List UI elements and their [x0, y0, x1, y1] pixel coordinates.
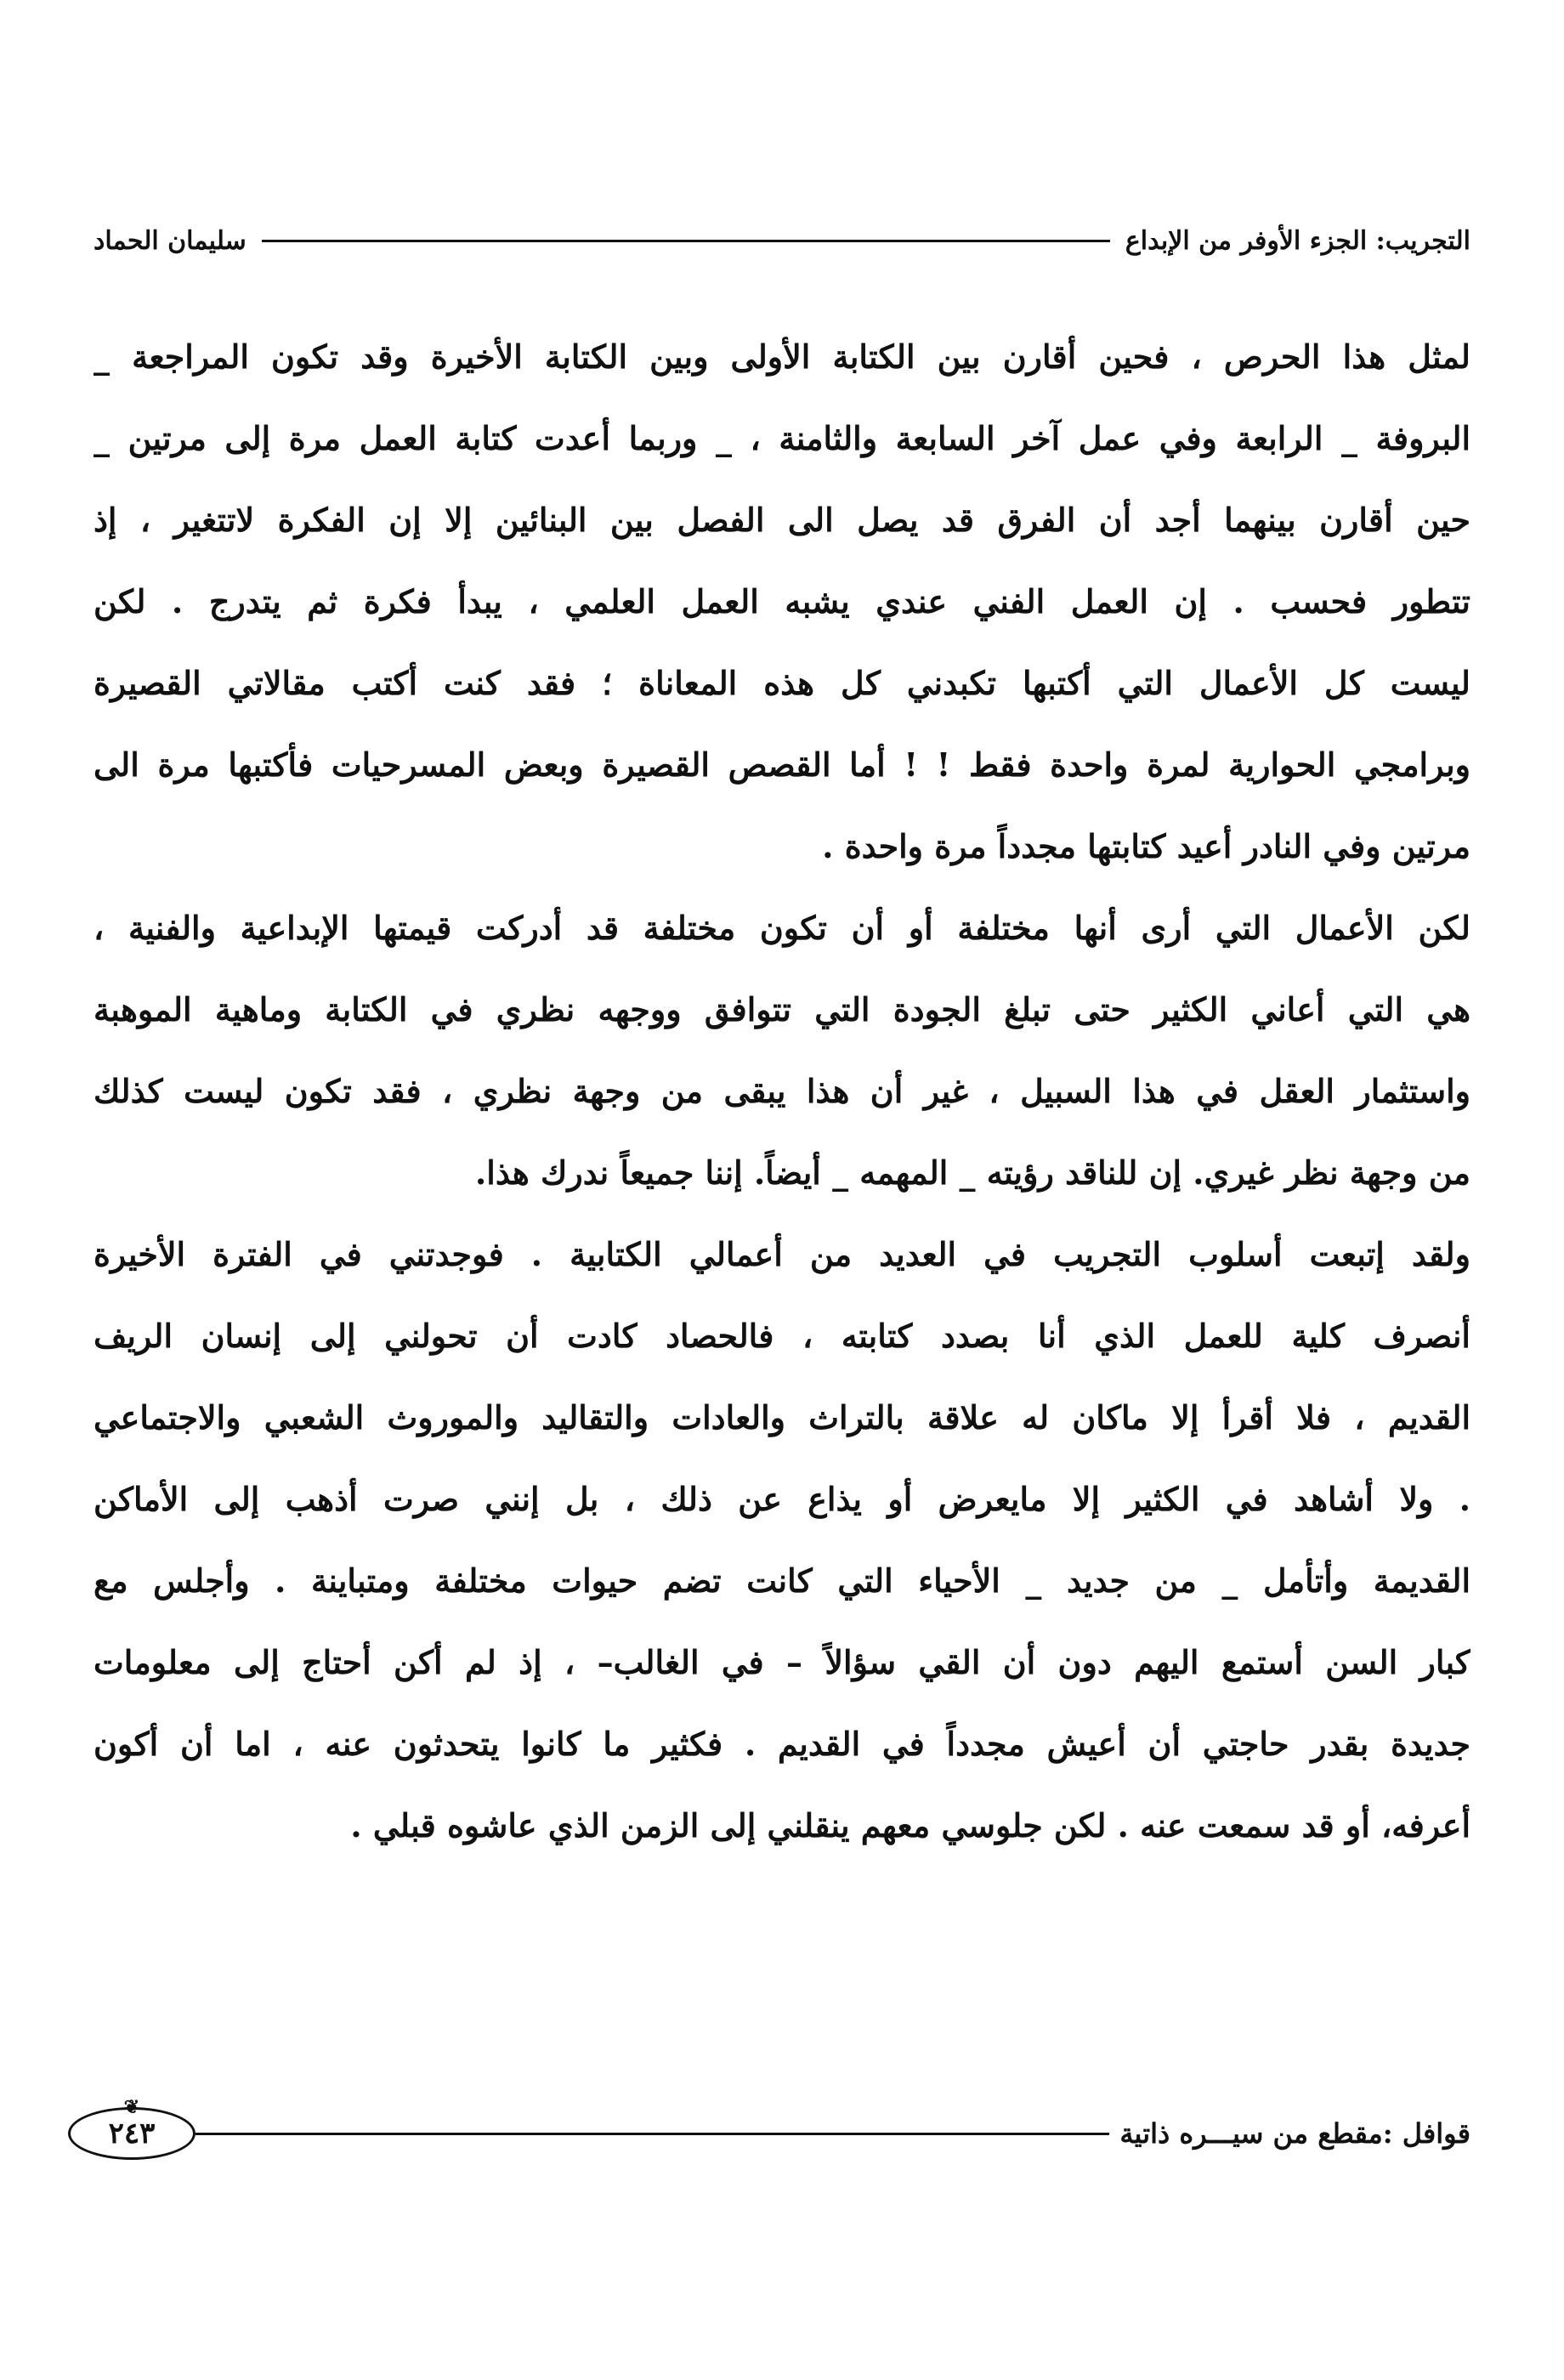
body-text — [94, 316, 1470, 1867]
text-line: لمثل هذا الحرص ، فحين أقارن بين الكتابة الأولى وبين الكتابة الأخيرة وقد تكون المراجعة _ — [94, 337, 1470, 376]
text-line: أعرفه، أو قد سمعت عنه . لكن جلوسي معهم ينقلني إلى الزمن الذي عاشوه قبلي . — [350, 1806, 1470, 1844]
text-line: حين أقارن بينهما أجد أن الفرق قد يصل الى الفصل بين البنائين إلا إن الفكرة لاتتغير ، إذ — [94, 501, 1470, 539]
text-line: تتطور فحسب . إن العمل الفني عندي يشبه العمل العلمي ، يبدأ فكرة ثم يتدرج . لكن — [94, 582, 1470, 620]
page-footer — [68, 2096, 1470, 2168]
text-line: . ولا أشاهد في الكثير إلا مايعرض أو يذاع عن ذلك ، بل إنني صرت أذهب إلى الأماكن — [94, 1480, 1470, 1518]
page-number-badge — [68, 2096, 196, 2160]
text-line: واستثمار العقل في هذا السبيل ، غير أن هذا يبقى من وجهة نظري ، فقد تكون ليست كذلك — [94, 1072, 1470, 1110]
text-line: ولقد إتبعت أسلوب التجريب في العديد من أعمالي الكتابية . فوجدتني في الفترة الأخيرة — [94, 1235, 1470, 1273]
text-line: وبرامجي الحوارية لمرة واحدة فقط ! ! أما القصص القصيرة وبعض المسرحيات فأكتبها مرة الى — [94, 745, 1470, 784]
text-line: أنصرف كلية للعمل الذي أنا بصدد كتابته ، فالحصاد كادت أن تحولني إلى إنسان الريف — [94, 1317, 1470, 1355]
text-line: البروفة _ الرابعة وفي عمل آخر السابعة والثامنة ، _ وربما أعدت كتابة العمل مرة إلى مرتين _ — [94, 419, 1470, 457]
text-line: لكن الأعمال التي أرى أنها مختلفة أو أن تكون مختلفة قد أدركت قيمتها الإبداعية والفنية ، — [94, 909, 1470, 947]
running-header — [94, 219, 1470, 262]
footer-book-title: قوافل :مقطع من سيـــره ذاتية — [1119, 2117, 1470, 2150]
text-line: هي التي أعاني الكثير حتى تبلغ الجودة التي تتوافق ووجهه نظري في الكتابة وماهية الموهبة — [94, 990, 1470, 1028]
page-number: ٢٤٣ — [108, 2116, 156, 2150]
text-line: مرتين وفي النادر أعيد كتابتها مجدداً مرة واحدة . — [822, 827, 1470, 865]
header-chapter-title: التجريب: الجزء الأوفر من الإبداع — [1125, 225, 1470, 256]
text-line: القديم ، فلا أقرأ إلا ماكان له علاقة بالتراث والعادات والتقاليد والموروث الشعبي والاجتماعي — [94, 1398, 1470, 1436]
text-line: من وجهة نظر غيري. إن للناقد رؤيته _ المهمه _ أيضاً. إننا جميعاً ندرك هذا. — [475, 1153, 1470, 1192]
text-line: كبار السن أستمع اليهم دون أن القي سؤالاً – في الغالب– ، إذ لم أكن أحتاج إلى معلومات — [94, 1643, 1470, 1681]
header-author-name: سليمان الحماد — [94, 225, 246, 256]
footer-rule — [196, 2133, 1109, 2135]
ornament-icon: ❦ — [123, 2096, 140, 2118]
text-line: ليست كل الأعمال التي أكتبها تكبدني كل هذه المعاناة ؛ فقد كنت أكتب مقالاتي القصيرة — [94, 664, 1470, 702]
text-line: جديدة بقدر حاجتي أن أعيش مجدداً في القديم . فكثير ما كانوا يتحدثون عنه ، اما أن أكون — [94, 1725, 1470, 1763]
text-line: القديمة وأتأمل _ من جديد _ الأحياء التي كانت تضم حيوات مختلفة ومتباينة . وأجلس مع — [94, 1561, 1470, 1600]
header-rule — [262, 240, 1110, 242]
